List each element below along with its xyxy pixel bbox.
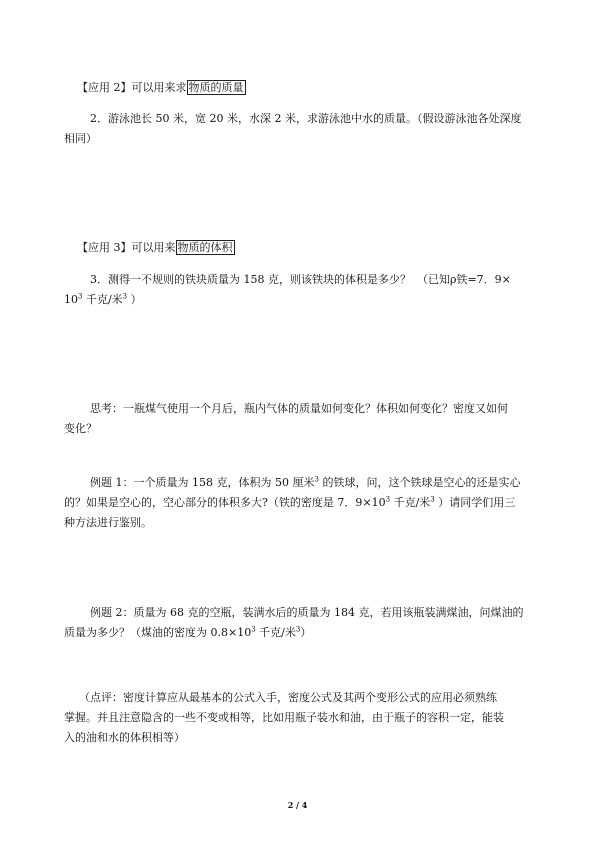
problem-2-line-2: 相同） bbox=[64, 132, 97, 145]
application-3-boxed-term: 物质的体积 bbox=[177, 241, 233, 254]
application-2-boxed-term: 物质的质量 bbox=[188, 81, 244, 94]
think-line-2: 变化？ bbox=[64, 422, 97, 435]
example-2-line-2: 质量为多少？（煤油的密度为 $0.8\times 10^3$ 千克/米$^3$） bbox=[64, 625, 312, 639]
application-2-heading bbox=[77, 78, 246, 98]
example-1 bbox=[64, 473, 537, 533]
application-3-heading bbox=[77, 238, 235, 258]
comment-line-3: 入的油和水的体积相等） bbox=[64, 731, 185, 744]
application-2-label: 【应用 2】可以用来求 bbox=[77, 81, 187, 94]
problem-3-line-2: $10^3$ 千克/米$^3$ ） bbox=[64, 292, 142, 306]
example-1-line-1: 例题 1：一个质量为 158 克，体积为 50 厘米$^3$ 的铁球，问，这个铁球是空心的还是实心 bbox=[90, 475, 521, 489]
think-question bbox=[64, 399, 537, 439]
comment bbox=[64, 688, 537, 748]
problem-2 bbox=[64, 109, 537, 149]
think-line-1: 思考：一瓶煤气使用一个月后，瓶内气体的质量如何变化？体积如何变化？密度又如何 bbox=[90, 402, 508, 415]
page-number: 2 / 4 bbox=[287, 800, 308, 810]
problem-2-line-1: 2．游泳池长 50 米，宽 20 米，水深 2 米，求游泳池中水的质量。（假设游泳池各处深度 bbox=[90, 112, 522, 125]
application-3-label: 【应用 3】可以用来 bbox=[77, 241, 176, 254]
example-2-line-1: 例题 2：质量为 68 克的空瓶，装满水后的质量为 184 克，若用该瓶装满煤油，问煤油的 bbox=[90, 606, 524, 619]
problem-3-question: 3．测得一不规则的铁块质量为 158 克，则该铁块的体积是多少？ bbox=[90, 273, 411, 286]
comment-line-1: （点评：密度计算应从最基本的公式入手，密度公式及其两个变形公式的应用必须熟练 bbox=[79, 691, 497, 704]
example-1-line-3: 种方法进行鉴别。 bbox=[64, 516, 152, 529]
example-2 bbox=[64, 603, 537, 643]
problem-3-given-note: （已知ρ铁=7．9× bbox=[417, 273, 511, 286]
comment-line-2: 掌握。并且注意隐含的一些不变或相等，比如用瓶子装水和油，由于瓶子的容积一定，能装 bbox=[64, 711, 504, 724]
problem-3-line-1 bbox=[77, 270, 537, 290]
problem-3 bbox=[64, 270, 537, 310]
example-1-line-2: 的？如果是空心的，空心部分的体积多大?（铁的密度是 7．$9\times 10^3$ 千克/米$^3$ ）请同学们用三 bbox=[64, 495, 516, 509]
